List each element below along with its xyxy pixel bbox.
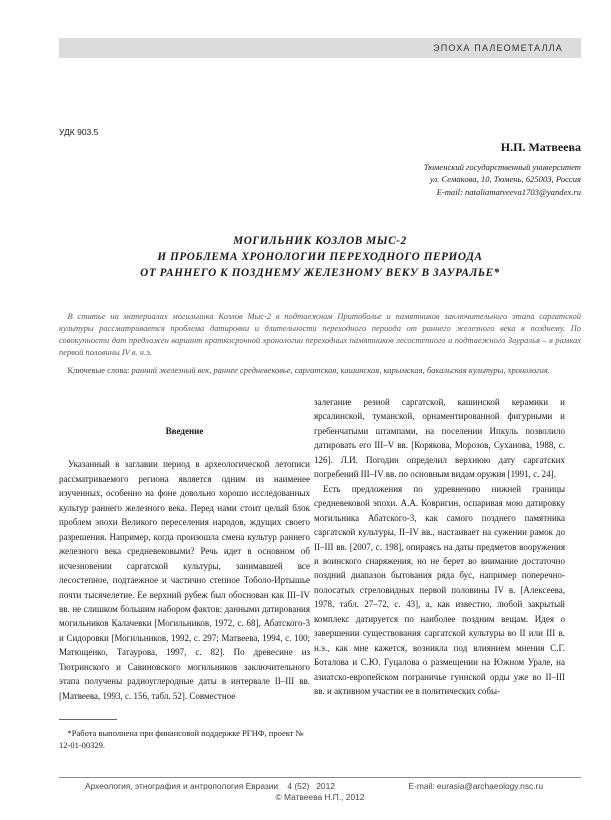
section-header-band (59, 38, 581, 58)
footnote: *Работа выполнена при финансовой поддержке РГНФ, проект № 12-01-00329. (59, 728, 304, 750)
article-title (59, 233, 581, 281)
keywords-text: ранний железный век, раннее средневековье, саргатская, кашинская, карымская, бакальская культуры, хронология. (131, 365, 550, 375)
footer-journal-line (59, 781, 581, 791)
journal-email: E-mail: eurasia@archaeology.nsc.ru (408, 781, 543, 791)
right-column (314, 395, 565, 699)
keywords-label: Ключевые слова: (67, 365, 130, 375)
section-heading-introduction: Введение (165, 426, 204, 436)
body-paragraph: Указанный в заглавии период в археологической летописи рассматриваемого региона является одним из наименее изученных, особенно на фоне довольно хорошо исследованных культур раннего железного века. Перед нами стоит целый блок проблем эпохи Великого переселения народов, ждущих своего разрешения. Например, когда произошла смена культур раннего железного века средневековыми? Речь идет в основном об исчезновении саргатской культуры, занимавшей все лесостепное, подтаежное и частично степное Тоболо-Иртышье почти тысячелетие. Ее верхний рубеж был обоснован как III–IV вв. не слишком большим набором фактов: данными датирования могильников Калачевки [Могильников, 1972, с. 68], Абатского-3 и Сидоровки [Могильников, 1992, с. 297; Матвеева, 1994, с. 100; Матющенко, Татаурова, 1997, с. 82]. По древесине из Тютринского и Савиновского могильников заключительного этапа получены радиоуглеродные даты в интервале II–III вв. [Матвеева, 1993, с. 156, табл. 52]. Совместное (59, 459, 310, 701)
body-paragraph: Есть предложения по удревнению нижней границы средневековой эпохи. А.А. Ковригин, оспаривая мою датировку могильника Абатского-3, как самого позднего памятника саргатской культуры, II–IV вв., настаивает на сужении рамок до II–III вв. [2007, с. 198], опираясь на даты предметов вооружения и воинского снаряжения, но не берет во внимание достаточно поздний диапазон бытования ряда бус, например поперечно-полосатых стреловидных первой половины IV в. [Алексеева, 1978, табл. 27–72, с. 43], а, как известно, любой закрытый комплекс датируется по наиболее поздним вещам. Идея о завершении существования саргатской культуры во II или III в. н.э., как мне кажется, возникла под влиянием мнения С.Г. Боталова и С.Ю. Гуцалова о размещении на Южном Урале, на азиатско-европейском пограничье гуннской орды уже во II–III вв. и активном участии ее в политических собы- (314, 483, 565, 697)
journal-name: Археология, этнография и антропология Евразии (85, 781, 279, 791)
author-name: Н.П. Матвеева (500, 140, 581, 154)
author-affiliation-block (424, 161, 581, 198)
footer-citation (85, 781, 335, 791)
author-address: ул. Семакова, 10, Тюмень, 625003, Россия (429, 174, 581, 185)
section-title: ЭПОХА ПАЛЕОМЕТАЛЛА (433, 43, 563, 53)
left-column (59, 395, 310, 703)
copyright: © Матвеева Н.П., 2012 (275, 792, 365, 802)
footnote-divider (59, 719, 117, 720)
udk-code: УДК 903.5 (59, 127, 99, 137)
title-line-2: И ПРОБЛЕМА ХРОНОЛОГИИ ПЕРЕХОДНОГО ПЕРИОДА (157, 251, 483, 263)
abstract: В статье на материалах могильника Козлов Мыс-2 в подтаежном Притоболье и памятников заключительного этапа саргатской культуры рассматривается проблема датировки и длительности переходного периода от раннего железного века к позднему. По совокупности дат предложен вариант краткосрочной хронологии переходных памятников лесостепного и подтаежного Зауралья – в рамках первой половины IV в. н.э. (59, 311, 581, 358)
journal-year: 2012 (316, 781, 335, 791)
author-email: E-mail: nataliamatveeva1703@yandex.ru (436, 186, 581, 197)
title-line-1: МОГИЛЬНИК КОЗЛОВ МЫС-2 (233, 235, 407, 247)
title-line-3: ОТ РАННЕГО К ПОЗДНЕМУ ЖЕЛЕЗНОМУ ВЕКУ В ЗАУРАЛЬЕ* (140, 267, 500, 279)
footer-divider (59, 777, 581, 778)
author-affiliation: Тюменский государственный университет (423, 162, 581, 172)
body-paragraph-continued: залегание резной саргатской, кашинской керамики и ярсалинской, туманской, орнаментированной фигурными и гребенчатыми штампами, на поселении Ипкуль позволило датировать его III–V вв. [Корякова, Морозов, Суханова, 1988, с. 126]. Л.И. Погодин определил верхнюю дату саргатских погребений III–IV вв. по основным видам оружия [1991, с. 24]. (314, 397, 565, 480)
keywords (59, 364, 581, 376)
journal-issue: 4 (52) (287, 781, 310, 791)
author-block (424, 140, 581, 198)
